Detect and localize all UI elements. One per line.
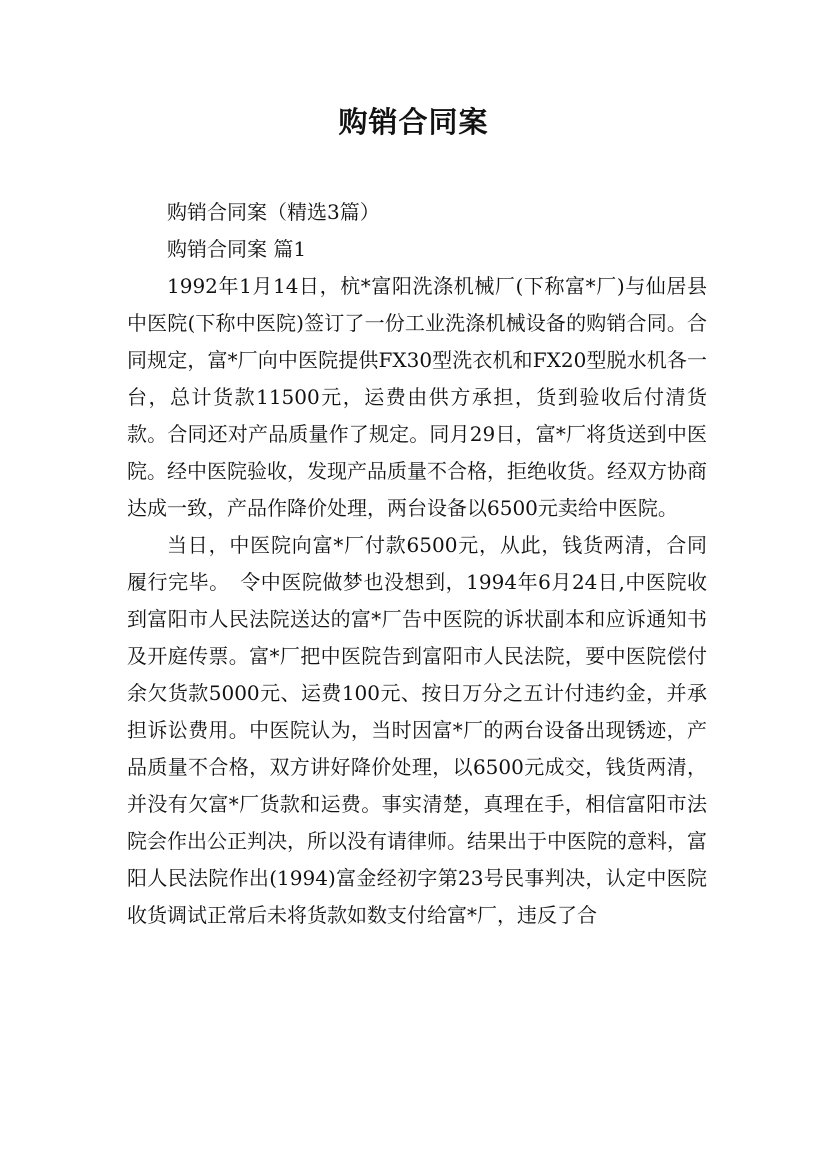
paragraph-section-heading: 购销合同案 篇1 [167,237,307,261]
paragraph-subtitle: 购销合同案（精选3篇） [167,200,380,224]
paragraph-body-1: 1992年1月14日，杭*富阳洗涤机械厂(下称富*厂)与仙居县中医院(下称中医院)签订了一份工业洗涤机械设备的购销合同。合同规定，富*厂向中医院提供FX30型洗衣机和FX20型脱水机各一台，总计货款11500元，运费由供方承担，货到验收后付清货款。合同还对产品质量作了规定。同月29日，富*厂将货送到中医院。经中医院验收，发现产品质量不合格，拒绝收货。经双方协商达成一致，产品作降价处理，两台设备以6500元卖给中医院。 [127,274,707,520]
document-title: 购销合同案 [338,105,489,139]
document-body [127,194,707,934]
paragraph-body-2: 当日，中医院向富*厂付款6500元，从此，钱货两清，合同履行完毕。 令中医院做梦也没想到，1994年6月24日,中医院收到富阳市人民法院送达的富*厂告中医院的诉状副本和应诉通知书及开庭传票。富*厂把中医院告到富阳市人民法院，要中医院偿付余欠货款5000元、运费100元、按日万分之五计付违约金，并承担诉讼费用。中医院认为，当时因富*厂的两台设备出现锈迹，产品质量不合格，双方讲好降价处理，以6500元成交，钱货两清，并没有欠富*厂货款和运费。事实清楚，真理在手，相信富阳市法院会作出公正判决，所以没有请律师。结果出于中医院的意料，富阳人民法院作出(1994)富金经初字第23号民事判决，认定中医院收货调试正常后未将货款如数支付给富*厂，违反了合 [127,533,707,927]
